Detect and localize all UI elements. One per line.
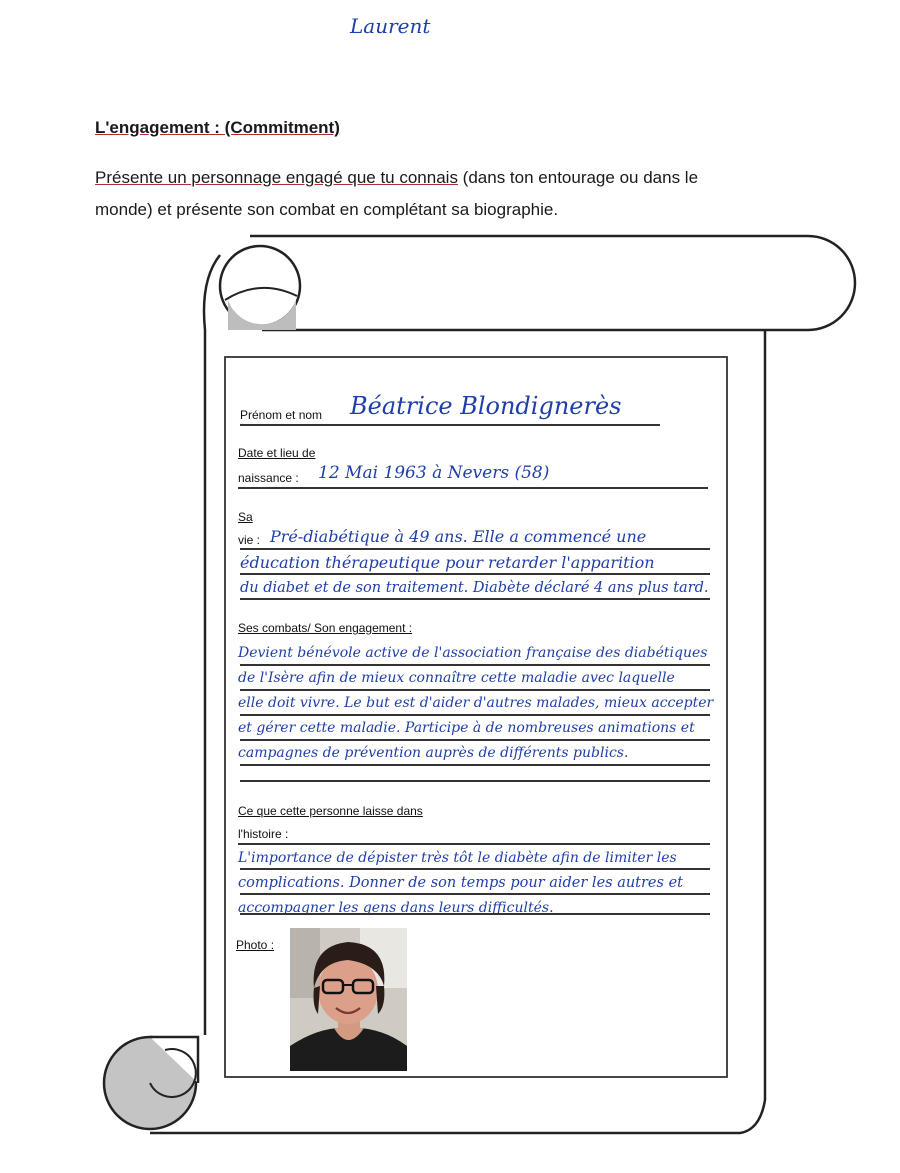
student-name: Laurent xyxy=(350,14,431,38)
birth-label-line2: naissance : xyxy=(238,471,299,485)
life-label-line2: vie : xyxy=(238,533,261,547)
portrait-icon xyxy=(290,928,407,1071)
birth-value: 12 Mai 1963 à Nevers (58) xyxy=(318,463,550,483)
life-label-line1: Sa xyxy=(238,510,253,524)
life-line-3: du diabet et de son traitement. Diabète déclaré 4 ans plus tard. xyxy=(240,580,709,596)
fights-line-2: de l'Isère afin de mieux connaître cette maladie avec laquelle xyxy=(238,670,675,686)
birth-label-line1: Date et lieu de xyxy=(238,446,316,460)
portrait-photo xyxy=(290,928,407,1071)
legacy-line-3: accompagner les gens dans leurs difficultés. xyxy=(238,900,554,916)
legacy-line-1: L'importance de dépister très tôt le diabète afin de limiter les xyxy=(238,850,677,866)
legacy-line-2: complications. Donner de son temps pour aider les autres et xyxy=(238,875,683,891)
fights-line-5: campagnes de prévention auprès de différents publics. xyxy=(238,745,629,761)
legacy-label-line2: l'histoire : xyxy=(238,827,289,841)
fights-line-1: Devient bénévole active de l'association française des diabétiques xyxy=(238,645,708,661)
instructions-underlined: Présente un personnage engagé que tu connais xyxy=(95,168,458,187)
life-line-2: éducation thérapeutique pour retarder l'apparition xyxy=(240,553,655,572)
instructions-rest: (dans ton entourage ou dans le xyxy=(457,168,699,187)
fights-line-4: et gérer cette maladie. Participe à de nombreuses animations et xyxy=(238,720,695,736)
fights-line-3: elle doit vivre. Le but est d'aider d'autres malades, mieux accepter xyxy=(238,695,714,711)
fights-label: Ses combats/ Son engagement : xyxy=(238,621,413,635)
life-line-1: Pré-diabétique à 49 ans. Elle a commencé une xyxy=(270,527,647,546)
instructions-line2: monde) et présente son combat en complétant sa biographie. xyxy=(95,200,559,219)
name-value: Béatrice Blondignerès xyxy=(350,392,622,420)
name-label: Prénom et nom xyxy=(240,408,323,422)
section-title: L'engagement : (Commitment) xyxy=(95,118,340,137)
photo-label: Photo : xyxy=(236,938,275,952)
legacy-label-line1: Ce que cette personne laisse dans xyxy=(238,804,423,818)
